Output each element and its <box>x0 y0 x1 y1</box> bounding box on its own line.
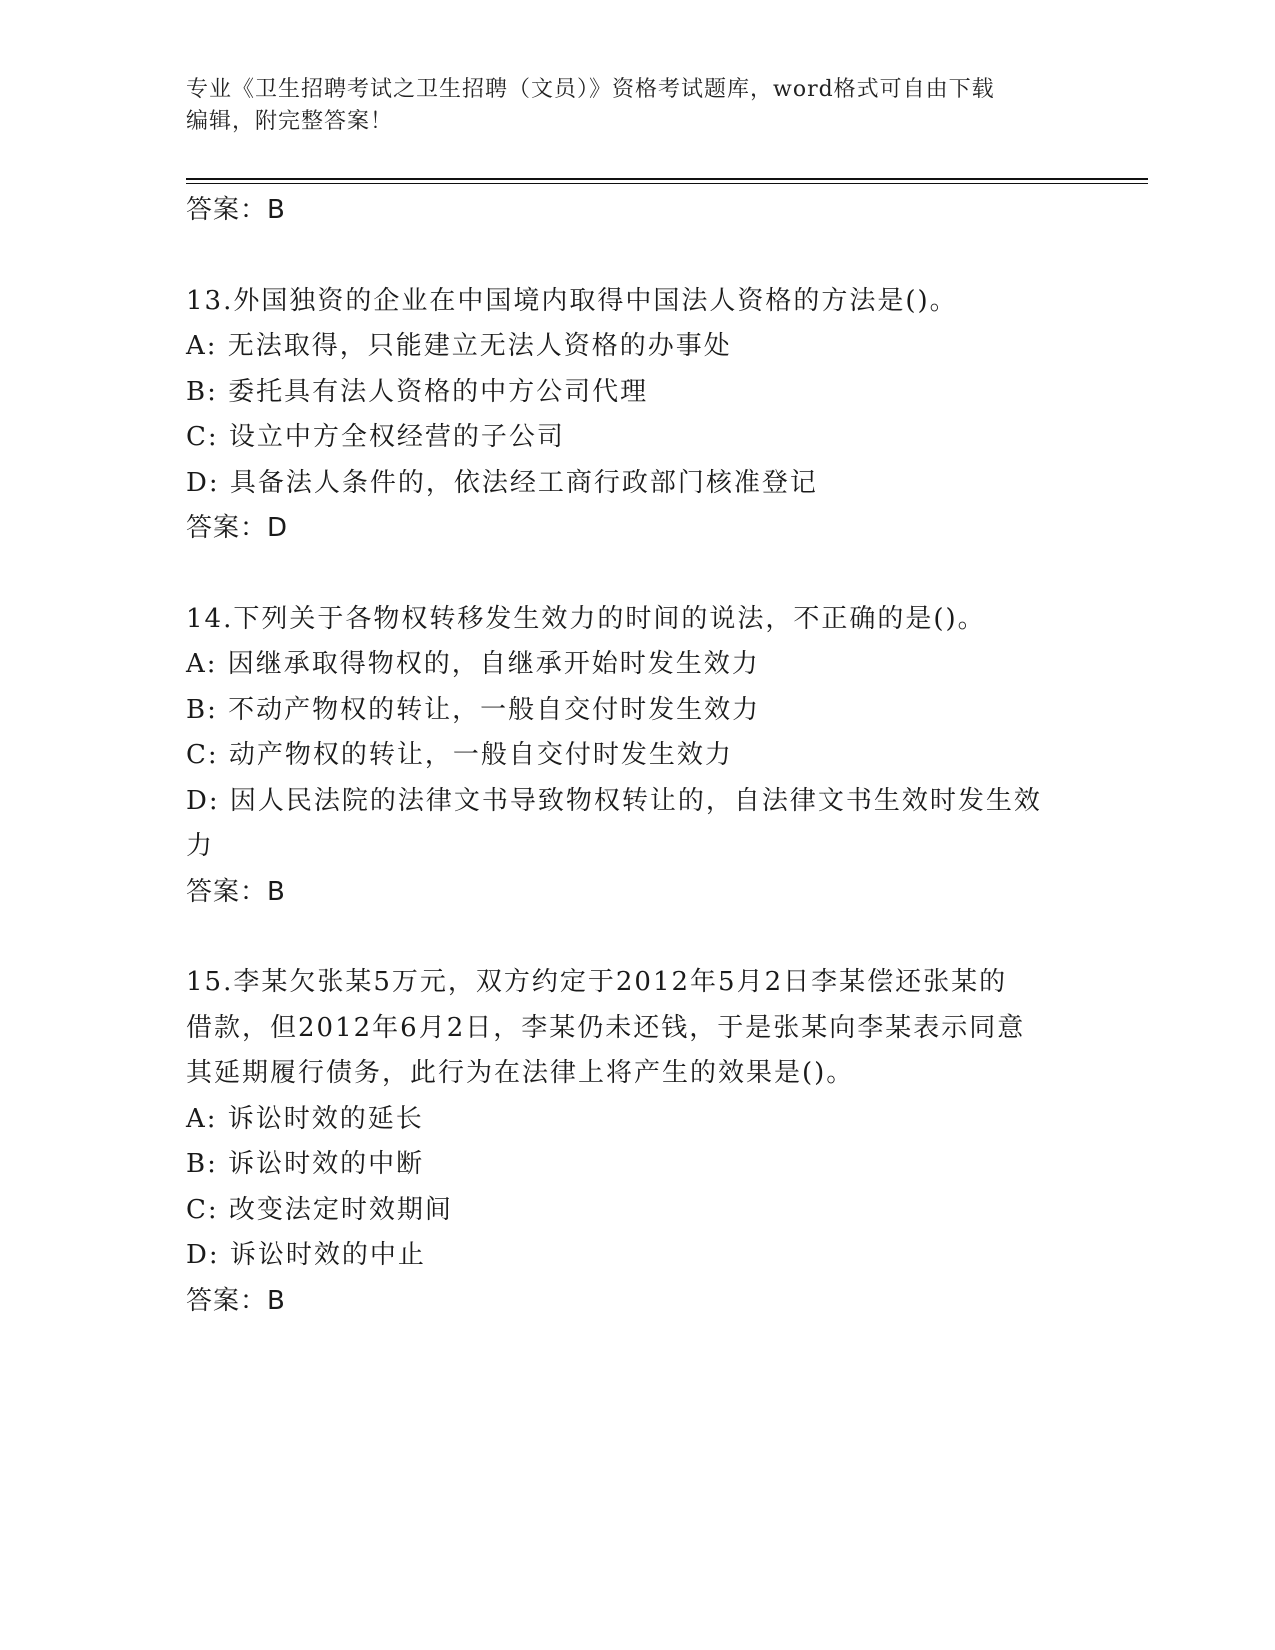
previous-answer: 答案：B <box>186 195 286 225</box>
answer: 答案：D <box>186 513 289 543</box>
question-15 <box>186 960 1086 1324</box>
header-rule <box>186 178 1148 180</box>
option-b: B: 委托具有法人资格的中方公司代理 <box>186 376 649 407</box>
question-stem: 13.外国独资的企业在中国境内取得中国法人资格的方法是()。 <box>186 285 958 316</box>
option-d-continued: 力 <box>186 831 215 861</box>
option-a: A: 诉讼时效的延长 <box>186 1103 424 1134</box>
question-list <box>186 188 1086 1324</box>
answer: 答案：B <box>186 876 286 907</box>
option-c: C: 设立中方全权经营的子公司 <box>186 422 565 452</box>
header-rule-thin <box>186 183 1148 184</box>
answer: 答案：B <box>186 1285 286 1316</box>
question-stem: 14.下列关于各物权转移发生效力的时间的说法，不正确的是()。 <box>186 603 986 634</box>
option-d: D: 因人民法院的法律文书导致物权转让的，自法律文书生效时发生效 <box>186 785 1042 816</box>
option-a: A: 无法取得，只能建立无法人资格的办事处 <box>186 331 732 361</box>
question-stem-line-2: 借款，但2012年6月2日，李某仍未还钱，于是张某向李某表示同意 <box>186 1012 1026 1043</box>
option-c: C: 动产物权的转让，一般自交付时发生效力 <box>186 740 733 770</box>
option-a: A: 因继承取得物权的，自继承开始时发生效力 <box>186 649 760 679</box>
option-d: D: 诉讼时效的中止 <box>186 1240 426 1270</box>
header-line-2: 编辑，附完整答案！ <box>186 109 394 134</box>
option-b: B: 诉讼时效的中断 <box>186 1149 425 1179</box>
question-stem-line-3: 其延期履行债务，此行为在法律上将产生的效果是()。 <box>186 1058 855 1088</box>
option-c: C: 改变法定时效期间 <box>186 1194 453 1225</box>
question-stem-line-1: 15.李某欠张某5万元，双方约定于2012年5月2日李某偿还张某的 <box>186 967 1008 997</box>
question-13 <box>186 279 1086 552</box>
question-14 <box>186 597 1086 916</box>
option-b: B: 不动产物权的转让，一般自交付时发生效力 <box>186 694 761 725</box>
header-line-1: 专业《卫生招聘考试之卫生招聘（文员）》资格考试题库，word格式可自由下载 <box>186 77 995 102</box>
document-header <box>186 74 1066 138</box>
option-d: D: 具备法人条件的，依法经工商行政部门核准登记 <box>186 467 818 498</box>
